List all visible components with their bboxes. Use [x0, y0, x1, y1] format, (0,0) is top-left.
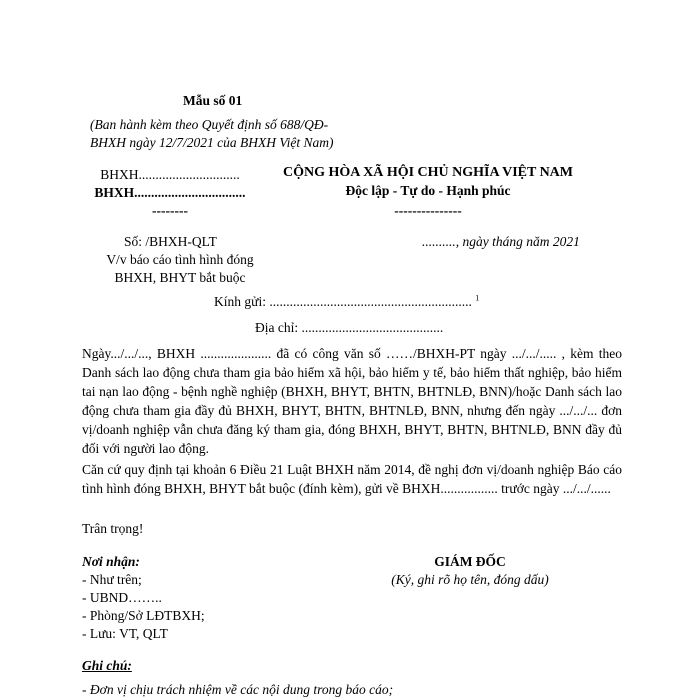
receiver-item: - UBND……..	[82, 590, 162, 605]
nation-separator: ---------------	[394, 203, 462, 218]
signature-title: GIÁM ĐỐC	[434, 554, 506, 569]
body-paragraph-2: Căn cứ quy định tại khoản 6 Điều 21 Luật BHXH năm 2014, đề nghị đơn vị/doanh nghiệp Báo cáo tình hình đóng BHXH, BHYT bắt buộc (đính kèm), gửi về BHXH................. trước ngày .../.../......	[82, 462, 622, 496]
address-line: Địa chỉ: ..........................................	[255, 320, 444, 335]
recipient-footnote: 1	[475, 293, 480, 303]
document-number: Số: /BHXH-QLT	[124, 234, 217, 249]
issued-by-line1: (Ban hành kèm theo Quyết định số 688/QĐ-	[90, 117, 329, 132]
issued-by-line2: BHXH ngày 12/7/2021 của BHXH Việt Nam)	[90, 135, 334, 150]
notes-title: Ghi chú:	[82, 658, 132, 673]
receivers-title: Nơi nhận:	[82, 554, 140, 569]
notes-item: - Đơn vị chịu trách nhiệm về các nội dung trong báo cáo;	[82, 682, 394, 697]
closing-text: Trân trọng!	[82, 521, 144, 536]
subject-line2: BHXH, BHYT bắt buộc	[114, 270, 246, 285]
recipient-label: Kính gửi: ............................................................	[214, 294, 472, 309]
nation-title: CỘNG HÒA XÃ HỘI CHỦ NGHĨA VIỆT NAM	[282, 165, 573, 180]
org-line1: BHXH..............................	[100, 167, 240, 182]
date-line: .........., ngày tháng năm 2021	[422, 234, 580, 249]
org-line2: BHXH.................................	[94, 185, 246, 200]
receiver-item: - Lưu: VT, QLT	[82, 626, 168, 641]
recipient	[214, 293, 479, 311]
signature-note: (Ký, ghi rõ họ tên, đóng dấu)	[391, 572, 549, 587]
nation-motto: Độc lập - Tự do - Hạnh phúc	[345, 183, 511, 198]
body-paragraph-1: Ngày.../.../..., BHXH ..................... đã có công văn số ……/BHXH-PT ngày .../.../..... , kèm theo Danh sách lao động chưa tham gia bảo hiểm xã hội, bảo hiểm y tế, bảo hiểm thất nghiệp, bảo hiểm tai nạn lao động - bệnh nghề nghiệp (BHXH, BHYT, BHTN, BHTNLĐ, BNN)/hoặc Danh sách lao động chưa tham gia đầy đủ BHXH, BHYT, BHTN, BHTNLĐ, BNN, nhưng đến ngày .../.../... đơn vị/doanh nghiệp vẫn chưa đăng ký tham gia, đóng BHXH, BHYT, BHTN, BHTNLĐ, BNN đầy đủ đối với người lao động.	[82, 346, 622, 456]
form-number: Mẫu số 01	[183, 93, 243, 108]
receiver-item: - Phòng/Sở LĐTBXH;	[82, 608, 205, 623]
subject-line1: V/v báo cáo tình hình đóng	[106, 252, 254, 267]
receiver-item: - Như trên;	[82, 572, 142, 587]
org-separator: --------	[152, 203, 188, 218]
